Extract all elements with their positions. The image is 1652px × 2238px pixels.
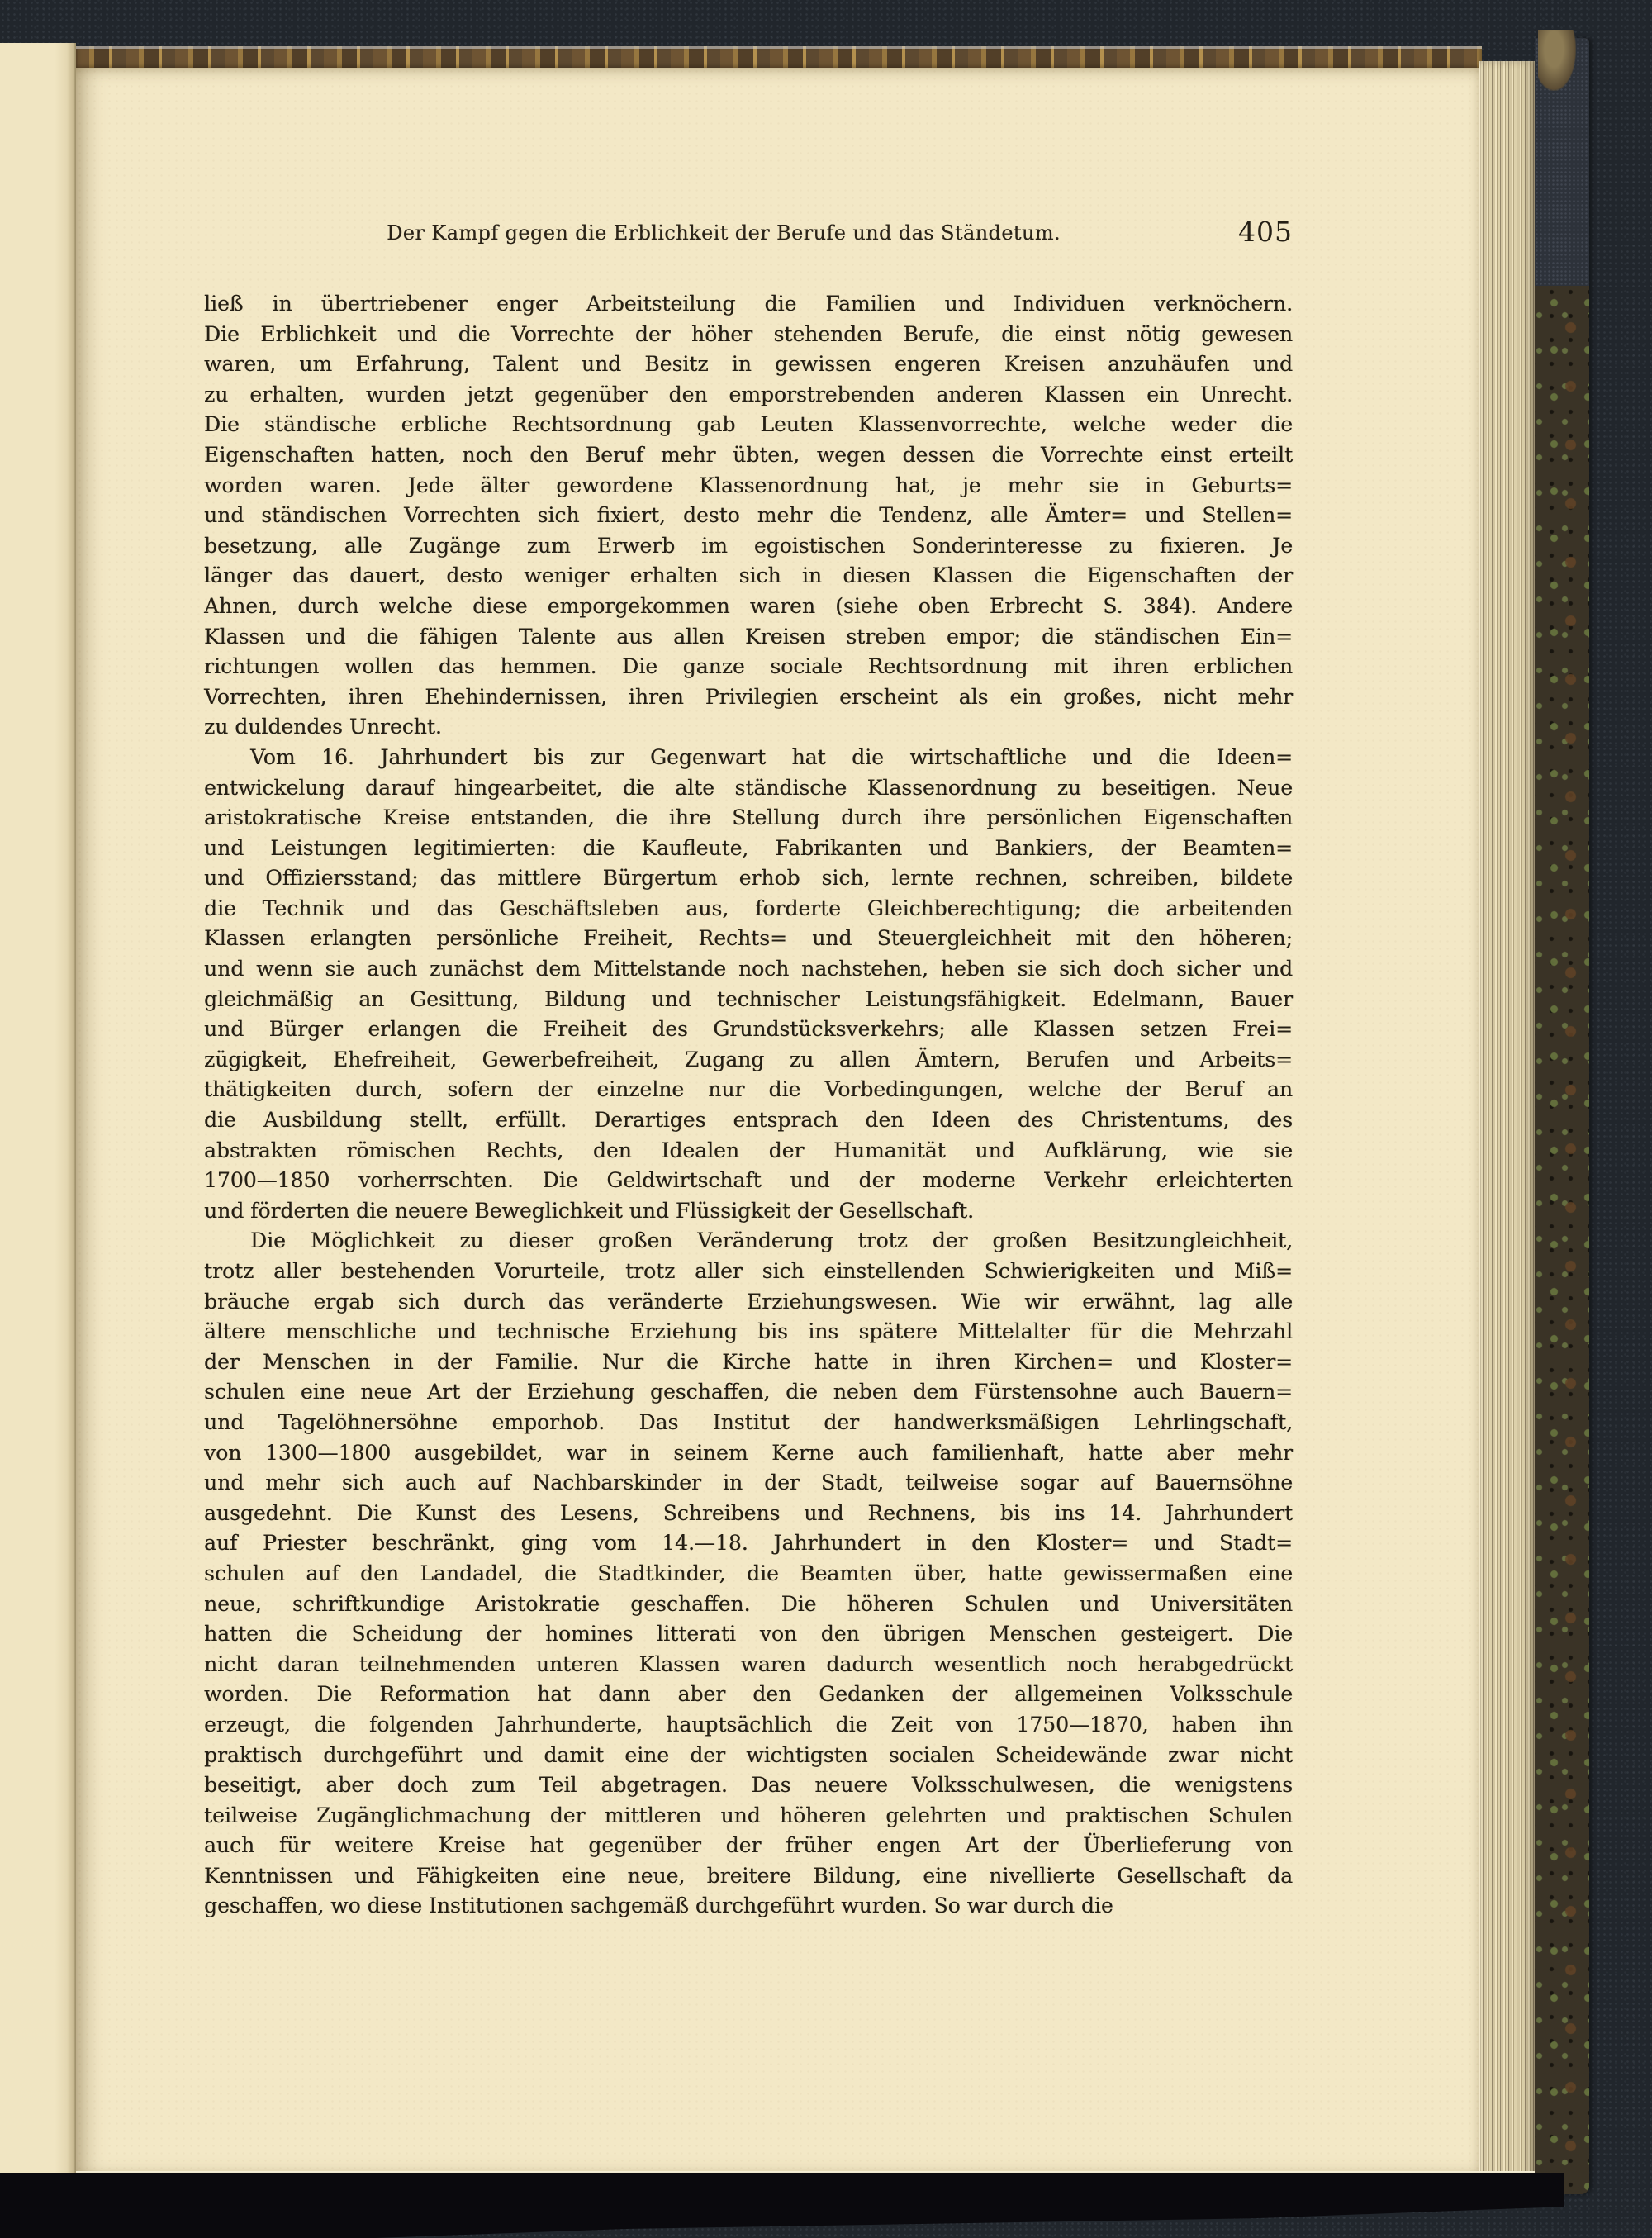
text-line: Klassen erlangten persönliche Freiheit, Rechts= und Steuergleichheit mit den höheren;	[204, 926, 1293, 951]
text-line: neue, schriftkundige Aristokratie geschaffen. Die höheren Schulen und Universitäten	[204, 1591, 1293, 1616]
text-line: entwickelung darauf hingearbeitet, die alte ständische Klassenordnung zu beseitigen. Neue	[204, 775, 1293, 800]
book-page	[76, 68, 1479, 2171]
text-line: und wenn sie auch zunächst dem Mittelstande noch nachstehen, heben sie sich doch sicher und	[204, 957, 1293, 981]
text-line: und mehr sich auch auf Nachbarskinder in der Stadt, teilweise sogar auf Bauernsöhne	[204, 1471, 1293, 1495]
text-line: Eigenschaften hatten, noch den Beruf mehr übten, wegen dessen die Vorrechte einst erteilt	[204, 442, 1293, 467]
text-line: besetzung, alle Zugänge zum Erwerb im egoistischen Sonderinteresse zu fixieren. Je	[204, 533, 1293, 558]
text-line: bräuche ergab sich durch das veränderte Erziehungswesen. Wie wir erwähnt, lag alle	[204, 1289, 1293, 1314]
text-line: thätigkeiten durch, sofern der einzelne nur die Vorbedingungen, welche der Beruf an	[204, 1077, 1293, 1102]
text-line: zu duldendes Unrecht.	[204, 715, 442, 739]
text-line: aristokratische Kreise entstanden, die ihre Stellung durch ihre persönlichen Eigenschaften	[204, 805, 1293, 830]
text-block	[204, 289, 1293, 1922]
text-line: Klassen und die fähigen Talente aus allen Kreisen streben empor; die ständischen Ein=	[204, 624, 1293, 649]
text-line: und Tagelöhnersöhne emporhob. Das Institut der handwerksmäßigen Lehrlingschaft,	[204, 1409, 1293, 1434]
text-line: auf Priester beschränkt, ging vom 14.—18. Jahrhundert in den Kloster= und Stadt=	[204, 1531, 1293, 1556]
text-line: und förderten die neuere Beweglichkeit und Flüssigkeit der Gesellschaft.	[204, 1198, 975, 1223]
text-line: Vorrechten, ihren Ehehindernissen, ihren Privilegien erscheint als ein großes, nicht mehr	[204, 684, 1293, 709]
facing-page-edge	[0, 43, 76, 2173]
text-line: gleichmäßig an Gesittung, Bildung und technischer Leistungsfähigkeit. Edelmann, Bauer	[204, 986, 1293, 1011]
text-line: schulen auf den Landadel, die Stadtkinder, die Beamten über, hatte gewissermaßen eine	[204, 1561, 1293, 1585]
text-line: zügigkeit, Ehefreiheit, Gewerbefreiheit, Zugang zu allen Ämtern, Berufen und Arbeits=	[204, 1047, 1293, 1071]
text-line: Kenntnissen und Fähigkeiten eine neue, breitere Bildung, eine nivellierte Gesellschaft da	[204, 1863, 1293, 1888]
text-line: die Ausbildung stellt, erfüllt. Derartiges entsprach den Ideen des Christentums, des	[204, 1108, 1293, 1133]
cover-corner	[1538, 30, 1576, 91]
text-line: nicht daran teilnehmenden unteren Klassen waren dadurch wesentlich noch herabgedrückt	[204, 1651, 1293, 1676]
page-header	[204, 216, 1293, 261]
text-line: Ahnen, durch welche diese emporgekommen waren (siehe oben Erbrecht S. 384). Andere	[204, 593, 1293, 618]
text-line: und ständischen Vorrechten sich fixiert, desto mehr die Tendenz, alle Ämter= und Stellen=	[204, 503, 1293, 528]
text-line: richtungen wollen das hemmen. Die ganze sociale Rechtsordnung mit ihren erblichen	[204, 654, 1293, 679]
text-line: praktisch durchgeführt und damit eine der wichtigsten socialen Scheidewände zwar nicht	[204, 1742, 1293, 1767]
text-line: 1700—1850 vorherrschten. Die Geldwirtschaft und der moderne Verkehr erleichterten	[204, 1168, 1293, 1193]
text-line: und Bürger erlangen die Freiheit des Grundstücksverkehrs; alle Klassen setzen Frei=	[204, 1017, 1293, 1042]
page-edge-stack	[1479, 61, 1535, 2188]
text-line: die Technik und das Geschäftsleben aus, forderte Gleichberechtigung; die arbeitenden	[204, 896, 1293, 920]
text-line: trotz aller bestehenden Vorurteile, trotz aller sich einstellenden Schwierigkeiten und Miß=	[204, 1259, 1293, 1283]
text-line: teilweise Zugänglichmachung der mittleren und höheren gelehrten und praktischen Schulen	[204, 1803, 1293, 1827]
text-line: der Menschen in der Familie. Nur die Kirche hatte in ihren Kirchen= und Kloster=	[204, 1349, 1293, 1374]
text-line: ließ in übertriebener enger Arbeitsteilung die Familien und Individuen verknöchern.	[204, 292, 1293, 316]
text-line: und Offiziersstand; das mittlere Bürgertum erhob sich, lernte rechnen, schreiben, bildete	[204, 866, 1293, 891]
text-line: länger das dauert, desto weniger erhalten sich in diesen Klassen die Eigenschaften der	[204, 563, 1293, 588]
text-line: ausgedehnt. Die Kunst des Lesens, Schreibens und Rechnens, bis ins 14. Jahrhundert	[204, 1500, 1293, 1525]
text-line: worden waren. Jede älter gewordene Klassenordnung hat, je mehr sie in Geburts=	[204, 473, 1293, 497]
text-line: geschaffen, wo diese Institutionen sachgemäß durchgeführt wurden. So war durch die	[204, 1894, 1113, 1918]
text-line: Die ständische erbliche Rechtsordnung gab Leuten Klassenvorrechte, welche weder die	[204, 412, 1293, 437]
text-line: zu erhalten, wurden jetzt gegenüber den emporstrebenden anderen Klassen ein Unrecht.	[204, 382, 1293, 406]
text-line: Die Möglichkeit zu dieser großen Veränderung trotz der großen Besitzungleichheit,	[250, 1228, 1293, 1253]
text-line: ältere menschliche und technische Erziehung bis ins spätere Mittelalter für die Mehrzahl	[204, 1319, 1293, 1344]
text-line: auch für weitere Kreise hat gegenüber der früher engen Art der Überlieferung von	[204, 1833, 1293, 1858]
text-line: und Leistungen legitimierten: die Kaufleute, Fabrikanten und Bankiers, der Beamten=	[204, 835, 1293, 860]
text-line: waren, um Erfahrung, Talent und Besitz in gewissen engeren Kreisen anzuhäufen und	[204, 352, 1293, 377]
text-line: schulen eine neue Art der Erziehung geschaffen, die neben dem Fürstensohne auch Bauern=	[204, 1380, 1293, 1404]
text-line: Vom 16. Jahrhundert bis zur Gegenwart hat die wirtschaftliche und die Ideen=	[250, 744, 1293, 769]
text-line: erzeugt, die folgenden Jahrhunderte, hauptsächlich die Zeit von 1750—1870, haben ihn	[204, 1712, 1293, 1737]
text-line: Die Erblichkeit und die Vorrechte der höher stehenden Berufe, die einst nötig gewesen	[204, 321, 1293, 346]
text-line: hatten die Scheidung der homines litterati von den übrigen Menschen gesteigert. Die	[204, 1622, 1293, 1646]
book-shadow	[0, 2173, 1564, 2238]
text-line: worden. Die Reformation hat dann aber den Gedanken der allgemeinen Volksschule	[204, 1682, 1293, 1707]
page-number: 405	[1238, 216, 1293, 248]
text-line: beseitigt, aber doch zum Teil abgetragen. Das neuere Volksschulwesen, die wenigstens	[204, 1773, 1293, 1798]
text-line: abstrakten römischen Rechts, den Idealen der Humanität und Aufklärung, wie sie	[204, 1138, 1293, 1162]
marbled-cover-edge	[1535, 38, 1589, 2194]
running-title: Der Kampf gegen die Erblichkeit der Berufe und das Ständetum.	[387, 221, 1061, 245]
text-line: von 1300—1800 ausgebildet, war in seinem Kerne auch familienhaft, hatte aber mehr	[204, 1440, 1293, 1465]
